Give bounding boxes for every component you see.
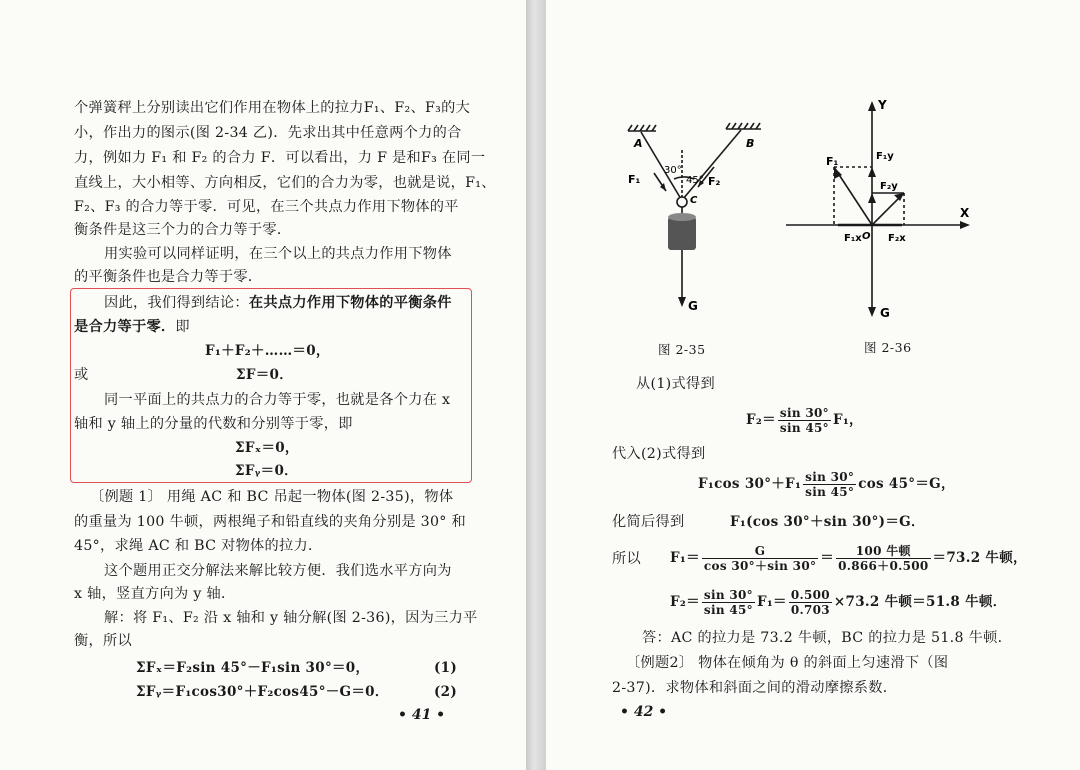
text-line: 从(1)式得到 (636, 376, 715, 392)
text-line: 45°，求绳 AC 和 BC 对物体的拉力． (74, 538, 323, 554)
label-A: A (634, 137, 643, 150)
fraction (778, 406, 831, 435)
text-line: 这个题用正交分解法来解比较方便．我们选水平方向为 (104, 563, 452, 579)
equation-simplified: F₁(cos 30°＋sin 30°)＝G． (730, 514, 925, 530)
label-G: G (688, 299, 698, 313)
f1-lhs: F₁＝ (670, 550, 700, 566)
fraction-denominator: 0.703 (790, 603, 830, 617)
f1-rhs: ＝73.2 牛顿， (932, 550, 1027, 566)
equation-sigma-f: ΣF＝0． (236, 367, 294, 383)
text-line: 的平衡条件也是合力等于零． (74, 269, 263, 285)
fraction-denominator: sin 45° (805, 485, 855, 499)
caption-fig-2-35: 图 2-35 (658, 342, 706, 357)
text-line: 用实验可以同样证明，在三个以上的共点力作用下物体 (104, 246, 452, 262)
equation-f1-value: F₁＝ $\frac{G}{\cos 30^\circ+\sin 30^\circ}$ ＝ $\frac{\text{100 牛顿}}{0.866+0.500}$ ＝73.2 牛顿， (670, 544, 1027, 573)
label-O: O (862, 231, 871, 242)
text-line: 衡条件是这三个力的合力等于零． (74, 222, 292, 238)
fraction-numerator: 100 牛顿 (836, 544, 930, 559)
label-30deg: 30° (664, 165, 682, 176)
figure-2-35 (616, 95, 766, 320)
f2b-mid: F₁＝ (756, 594, 787, 610)
text-line: 小，作出力的图示(图 2-34 乙)．先求出其中任意两个力的合 (74, 125, 462, 141)
text-line: 力，例如力 F₁ 和 F₂ 的合力 F．可以看出，力 F 是和F₃ 在同一 (74, 150, 486, 166)
eq-a-part1: F₁cos 30°＋F₁ (698, 476, 802, 492)
text-line: 衡，所以 (74, 633, 132, 649)
conclusion-bold: 在共点力作用下物体的平衡条件 (248, 295, 452, 311)
equation-f2-ratio (746, 402, 863, 438)
conclusion-line (104, 293, 452, 313)
f2-rhs: F₁， (832, 412, 863, 428)
conclusion-prefix: 因此，我们得到结论： (104, 295, 249, 311)
label-F1x: F₁x (844, 233, 862, 244)
label-F2x: F₂x (888, 233, 906, 244)
equation-1-number: (1) (434, 660, 458, 676)
label-B: B (746, 137, 755, 150)
text-line: 的重量为 100 牛顿，两根绳子和铅直线的夹角分别是 30° 和 (74, 514, 466, 530)
book-gutter (526, 0, 546, 770)
fraction-numerator: G (702, 544, 818, 559)
text-line: 个弹簧秤上分别读出它们作用在物体上的拉力F₁、F₂、F₃的大 (74, 100, 471, 116)
or-label: 或 (74, 367, 89, 383)
fraction-denominator: 0.866＋0.500 (838, 559, 929, 573)
fraction (702, 544, 818, 573)
label-45deg: 45° (686, 175, 704, 186)
right-page (546, 0, 1080, 770)
fraction-denominator: sin 45° (703, 603, 753, 617)
equation-f2-value (670, 584, 1007, 620)
label-F1y: F₁y (876, 151, 894, 162)
equation-2-number: (2) (434, 684, 458, 700)
text-line: 同一平面上的共点力的合力等于零，也就是各个力在 x (104, 392, 451, 408)
text-line: 2-37)．求物体和斜面之间的滑动摩擦系数． (612, 680, 898, 696)
label-G: G (880, 306, 890, 320)
fraction-denominator: cos 30°＋sin 30° (703, 559, 817, 573)
fraction-numerator: sin 30° (805, 470, 855, 484)
conclusion-line-2 (74, 317, 190, 337)
eq-a-part2: cos 45°＝G， (858, 476, 955, 492)
page-number: • 41 • (398, 707, 446, 723)
text-line: x 轴，竖直方向为 y 轴． (74, 586, 236, 602)
fraction (836, 544, 930, 573)
fraction-numerator: sin 30° (703, 588, 753, 602)
fraction-denominator: sin 45° (779, 421, 829, 435)
text-line: 代入(2)式得到 (612, 446, 706, 462)
label-C: C (690, 195, 698, 206)
page-number: • 42 • (620, 704, 668, 720)
text-line: 轴和 y 轴上的分量的代数和分别等于零，即 (74, 416, 353, 432)
left-page (0, 0, 526, 770)
label-X-axis: X (960, 206, 970, 220)
f2b-rhs: ×73.2 牛顿＝51.8 牛顿． (833, 594, 1007, 610)
caption-fig-2-36: 图 2-36 (864, 340, 912, 355)
text-line: F₂、F₃ 的合力等于零．可见，在三个共点力作用下物体的平 (74, 199, 459, 215)
text-line: 解：将 F₁、F₂ 沿 x 轴和 y 轴分解(图 2-36)，因为三力平 (104, 610, 478, 626)
fraction-numerator: sin 30° (779, 406, 829, 420)
label-F1: F₁ (628, 173, 641, 186)
text-line: 所以 (612, 551, 641, 567)
figure-2-36 (776, 95, 976, 330)
text-line: 〔例题2〕 物体在倾角为 θ 的斜面上匀速滑下（图 (626, 655, 949, 671)
fraction (789, 588, 832, 617)
equation-1: ΣFₓ＝F₂sin 45°－F₁sin 30°＝0， (136, 660, 370, 676)
fraction-numerator: 0.500 (790, 588, 830, 602)
conclusion-suffix: 即 (175, 319, 190, 335)
label-Y-axis: Y (878, 98, 887, 112)
fraction (803, 470, 856, 499)
equation-2: ΣFᵧ＝F₁cos30°＋F₂cos45°－G＝0． (136, 684, 389, 700)
equation-sum-forces: F₁＋F₂＋……＝0， (205, 343, 330, 359)
equation-sigma-fx: ΣFₓ＝0， (235, 440, 299, 456)
equation-sigma-fy: ΣFᵧ＝0． (235, 463, 298, 479)
text-line: 化简后得到 (612, 514, 685, 530)
f2b-lhs: F₂＝ (670, 594, 700, 610)
equation-substituted (698, 466, 955, 502)
label-F2y: F₂y (880, 181, 898, 192)
conclusion-bold-2: 是合力等于零． (74, 319, 176, 335)
answer-line: 答：AC 的拉力是 73.2 牛顿，BC 的拉力是 51.8 牛顿． (642, 630, 1013, 646)
label-F1: F₁ (826, 155, 839, 168)
text-line: 〔例题 1〕 用绳 AC 和 BC 吊起一物体(图 2-35)，物体 (90, 489, 454, 505)
label-F2: F₂ (708, 175, 721, 188)
f2-lhs: F₂＝ (746, 412, 776, 428)
fraction (702, 588, 755, 617)
text-line: 直线上，大小相等、方向相反，它们的合力为零，也就是说，F₁、 (74, 175, 496, 191)
